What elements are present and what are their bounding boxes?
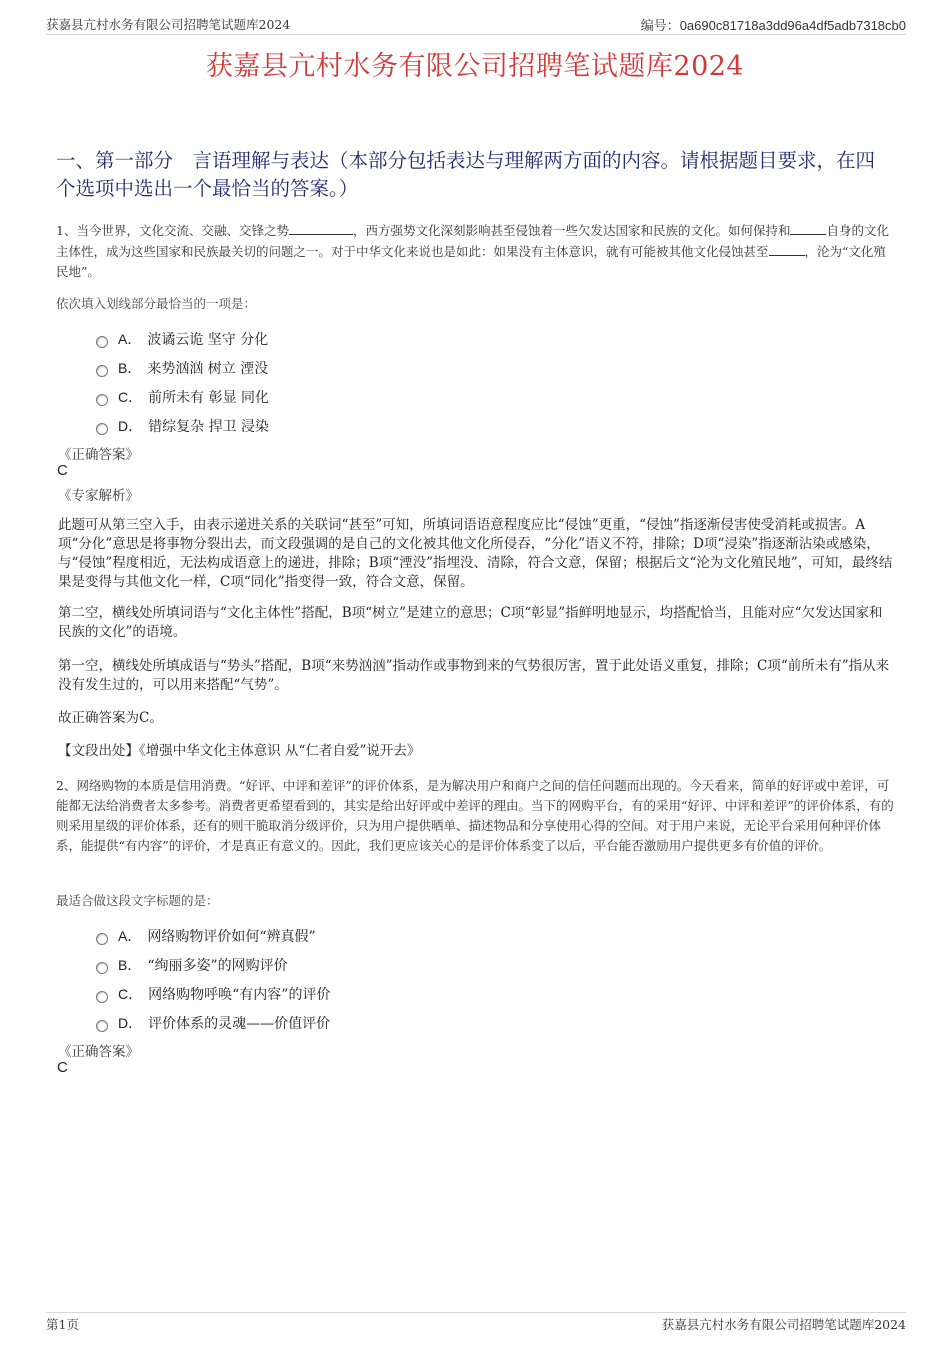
question-2-text: 2、网络购物的本质是信用消费。“好评、中评和差评”的评价体系，是为解决用户和商户之间的信任问题而出现的。今天看来，简单的好评或中差评，可能都无法给消费者太多参考。消费者更希望看到的，其实是给出好评或中差评的理由。当下的网购平台，有的采用“好评、中评和差评”的评价体系，有的则采用星级的评价体系，还有的则干脆取消分级评价，只为用户提供晒单、描述物品和分享使用心得的空间。对于用户来说，无论平台采用何种评价体系，能提供“有内容”的评价，才是真正有意义的。因此，我们更应该关心的是评价体系变了以后，平台能否激励用户提供更多有价值的评价。	[56, 778, 894, 853]
option-text: 评价体系的灵魂——价值评价	[148, 1016, 331, 1032]
option-letter: B．	[118, 360, 142, 376]
option-text: 来势汹汹 树立 湮没	[147, 361, 269, 377]
option-text: 网络购物呼唤“有内容”的评价	[148, 987, 331, 1003]
option-letter: D．	[118, 1015, 143, 1031]
q1-option-b[interactable]	[96, 355, 269, 381]
q1-analysis-label: 《专家解析》	[58, 488, 139, 504]
radio-icon[interactable]	[96, 991, 108, 1003]
question-1-text	[56, 220, 898, 282]
q2-option-b[interactable]	[96, 952, 330, 978]
option-text: 前所未有 彰显 同化	[148, 390, 270, 406]
q1-blank-2	[790, 220, 826, 235]
option-text: 错综复杂 捍卫 浸染	[148, 419, 270, 435]
q1-analysis-paragraph-1: 此题可从第三空入手，由表示递进关系的关联词“甚至”可知，所填词语语意程度应比“侵蚀”更重，“侵蚀”指逐渐侵害使受消耗或损害。A项“分化”意思是将事物分裂出去，而文段强调的是自己的文化被其他文化所侵吞，“分化”语义不符，排除；D项“浸染”指逐渐沾染或感染，与“侵蚀”程度相近，无法构成语意上的递进，排除；B项“湮没”指埋没、清除，符合文意，保留；根据后文“沦为文化殖民地”，可知，最终结果是变得与其他文化一样，C项“同化”指变得一致，符合文意，保留。	[58, 517, 893, 590]
footer-page-number: 第1页	[46, 1317, 79, 1332]
q1-text-part-d: ，沦为“文化殖民地”。	[56, 244, 886, 279]
q2-options	[96, 923, 330, 1039]
radio-icon[interactable]	[96, 365, 108, 377]
q1-analysis-paragraph-3: 第一空，横线处所填成语与“势头”搭配，B项“来势汹汹”指动作或事物到来的气势很厉害，置于此处语义重复，排除；C项“前所未有”指从来没有发生过的，可以用来搭配“气势”。	[58, 658, 890, 693]
option-letter: A．	[118, 928, 142, 944]
option-text: 波谲云诡 坚守 分化	[147, 332, 269, 348]
q1-blank-3	[769, 241, 805, 256]
q1-option-d[interactable]	[96, 413, 269, 439]
option-letter: B．	[118, 957, 142, 973]
radio-icon[interactable]	[96, 1020, 108, 1032]
q1-text-part-c: 自身的文化主体性，成为这些国家和民族最关切的问题之一。对于中华文化来说也是如此：如果没有主体意识，就有可能被其他文化侵蚀甚至	[56, 223, 889, 259]
q2-answer-label: 《正确答案》	[58, 1044, 139, 1060]
header-doc-id: 编号：0a690c81718a3dd96a4df5adb7318cb0	[640, 17, 906, 33]
q2-option-d[interactable]	[96, 1010, 330, 1036]
q1-answer-label: 《正确答案》	[58, 447, 139, 463]
q1-option-a[interactable]	[96, 326, 269, 352]
q1-blank-1	[289, 220, 353, 235]
q2-option-c[interactable]	[96, 981, 330, 1007]
q1-option-c[interactable]	[96, 384, 269, 410]
page-header	[46, 14, 906, 35]
q1-text-part-a: 1、当今世界，文化交流、交融、交锋之势	[56, 223, 289, 238]
q2-answer: C	[57, 1059, 68, 1076]
q2-option-a[interactable]	[96, 923, 330, 949]
q1-analysis-paragraph-4: 故正确答案为C。	[58, 710, 163, 726]
q2-prompt: 最适合做这段文字标题的是：	[56, 893, 219, 908]
option-text: “绚丽多姿”的网购评价	[147, 958, 288, 974]
option-letter: D．	[118, 418, 143, 434]
radio-icon[interactable]	[96, 933, 108, 945]
option-letter: C．	[118, 986, 143, 1002]
option-letter: C．	[118, 389, 143, 405]
q1-answer: C	[57, 462, 68, 479]
radio-icon[interactable]	[96, 962, 108, 974]
radio-icon[interactable]	[96, 336, 108, 348]
section-heading: 一、第一部分 言语理解与表达（本部分包括表达与理解两方面的内容。请根据题目要求，在四个选项中选出一个最恰当的答案。）	[56, 149, 876, 200]
radio-icon[interactable]	[96, 423, 108, 435]
radio-icon[interactable]	[96, 394, 108, 406]
page-title: 获嘉县亢村水务有限公司招聘笔试题库2024	[205, 51, 745, 82]
q1-prompt: 依次填入划线部分最恰当的一项是：	[56, 296, 257, 311]
footer-doc-title: 获嘉县亢村水务有限公司招聘笔试题库2024	[661, 1317, 906, 1332]
q1-text-part-b: ，西方强势文化深刻影响甚至侵蚀着一些欠发达国家和民族的文化。如何保持和	[352, 223, 791, 238]
q1-options	[96, 326, 269, 442]
q1-analysis-paragraph-2: 第二空，横线处所填词语与“文化主体性”搭配，B项“树立”是建立的意思；C项“彰显”指鲜明地显示，均搭配恰当，且能对应“欠发达国家和民族的文化”的语境。	[58, 605, 883, 640]
option-letter: A．	[118, 331, 142, 347]
page-footer	[46, 1312, 906, 1333]
header-doc-title: 获嘉县亢村水务有限公司招聘笔试题库2024	[46, 17, 291, 32]
q1-source: 【文段出处】《增强中华文化主体意识 从“仁者自爱”说开去》	[58, 743, 421, 759]
option-text: 网络购物评价如何“辨真假”	[147, 929, 316, 945]
